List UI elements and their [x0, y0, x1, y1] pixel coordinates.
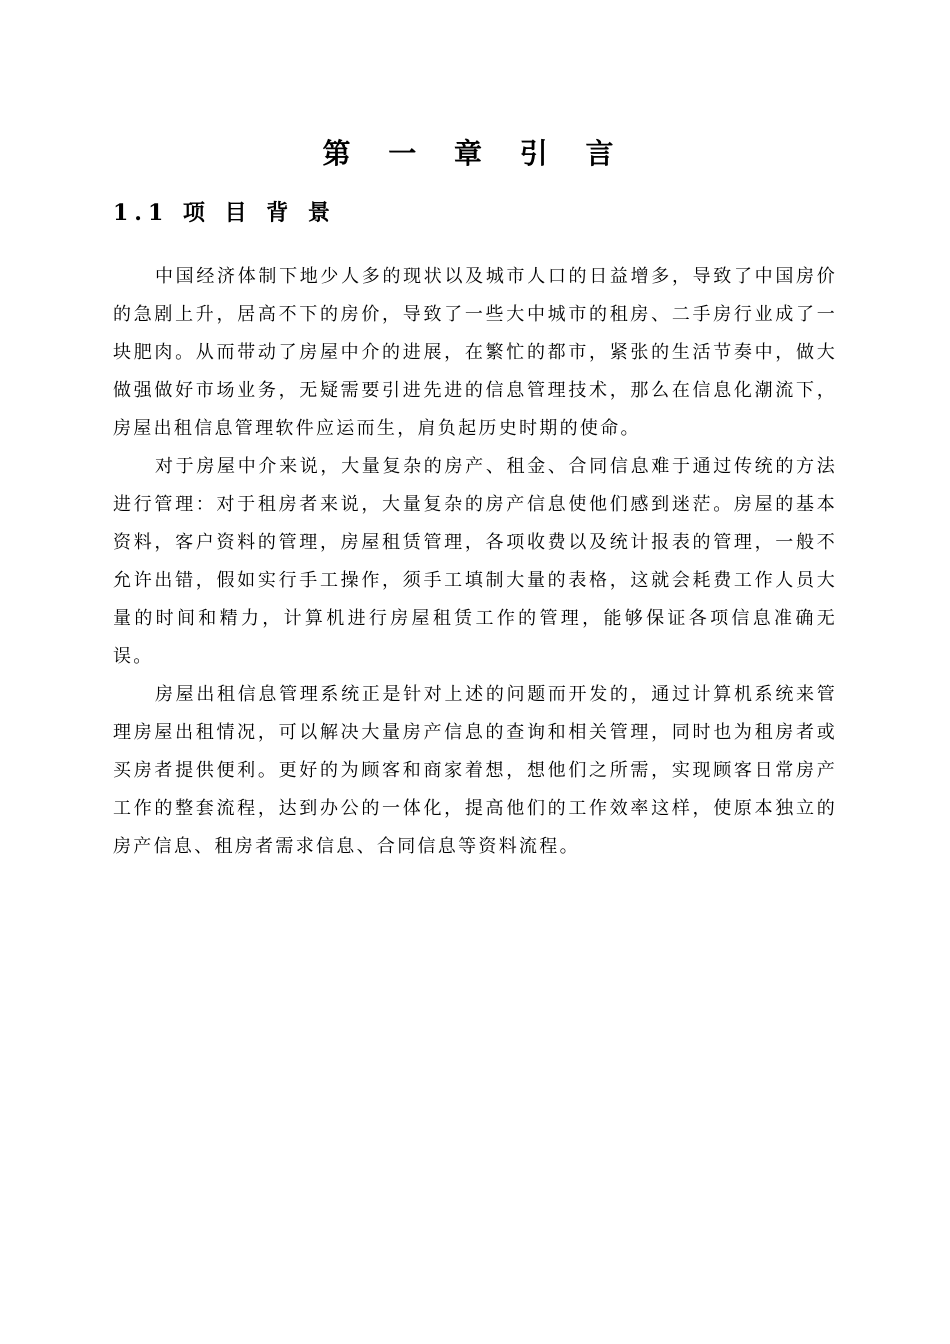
- paragraph-background-1: 中国经济体制下地少人多的现状以及城市人口的日益增多，导致了中国房价的急剧上升，居高不下的房价，导致了一些大中城市的租房、二手房行业成了一块肥肉。从而带动了房屋中介的进展，在繁忙的都市，紧张的生活节奏中，做大做强做好市场业务，无疑需要引进先进的信息管理技术，那么在信息化潮流下，房屋出租信息管理软件应运而生，肩负起历史时期的使命。: [113, 266, 837, 439]
- body-text: [113, 258, 837, 866]
- chapter-title: 第 一 章 引 言: [322, 137, 628, 170]
- paragraph-background-3: 房屋出租信息管理系统正是针对上述的问题而开发的，通过计算机系统来管理房屋出租情况，可以解决大量房产信息的查询和相关管理，同时也为租房者或买房者提供便利。更好的为顾客和商家着想，想他们之所需，实现顾客日常房产工作的整套流程，达到办公的一体化，提高他们的工作效率这样，使原本独立的房产信息、租房者需求信息、合同信息等资料流程。: [113, 684, 837, 857]
- paragraph-background-2: 对于房屋中介来说，大量复杂的房产、租金、合同信息难于通过传统的方法进行管理：对于租房者来说，大量复杂的房产信息使他们感到迷茫。房屋的基本资料，客户资料的管理，房屋租赁管理，各项收费以及统计报表的管理，一般不允许出错，假如实行手工操作，须手工填制大量的表格，这就会耗费工作人员大量的时间和精力，计算机进行房屋租赁工作的管理，能够保证各项信息准确无误。: [113, 456, 837, 667]
- section-title: 1.1 项 目 背 景: [113, 200, 336, 226]
